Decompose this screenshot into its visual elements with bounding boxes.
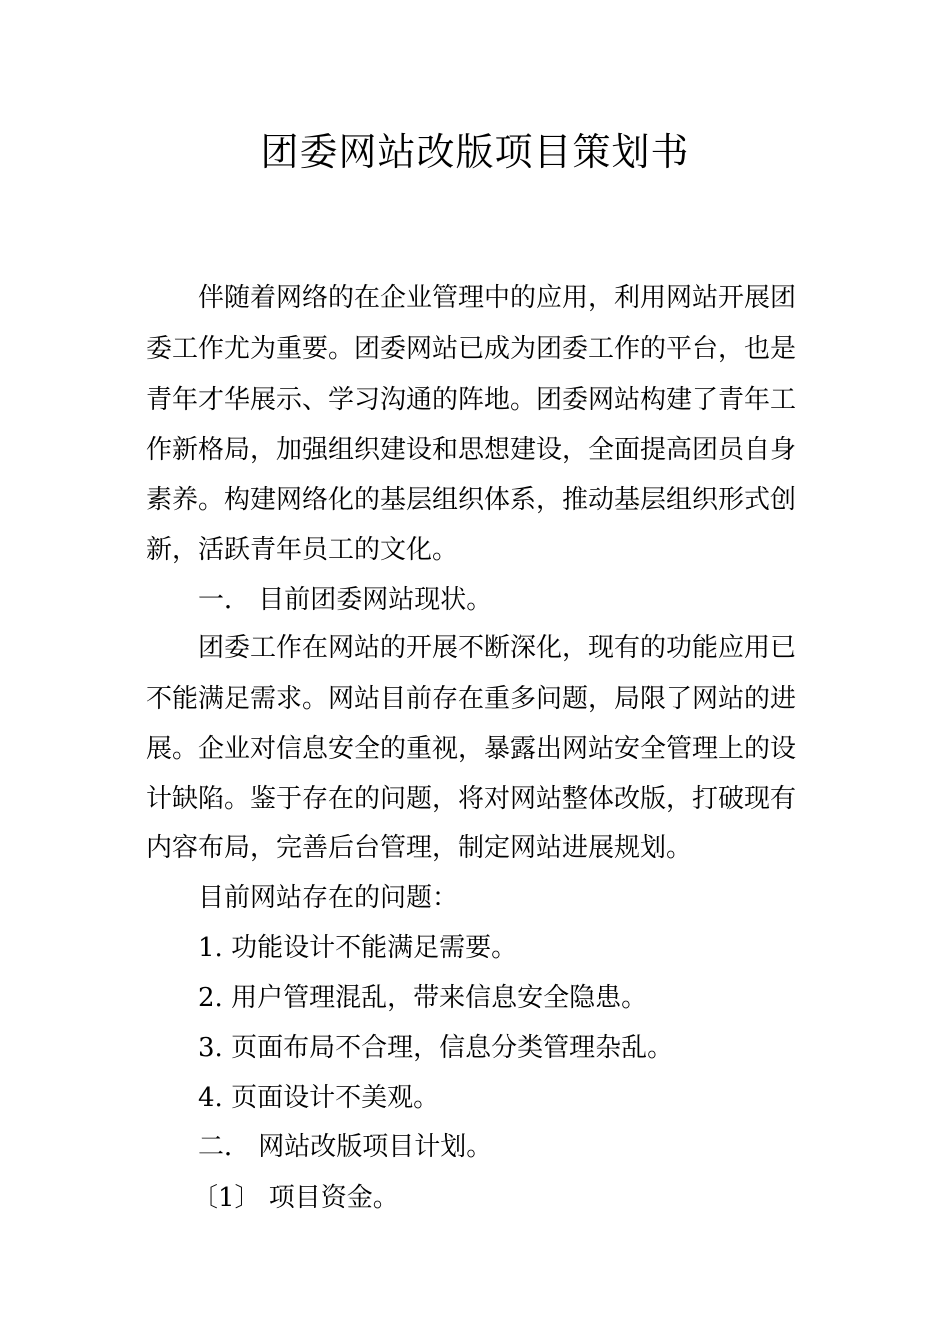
paragraph-line: 新，活跃青年员工的文化。 [146, 535, 459, 565]
paragraph-line: 伴随着网络的在企业管理中的应用，利用网站开展团 [198, 283, 797, 313]
paragraph-line: 素养。构建网络化的基层组织体系，推动基层组织形式创 [146, 485, 797, 515]
list-item: 4. 页面设计不美观。 [198, 1083, 440, 1113]
document-title: 团委网站改版项目策划书 [260, 130, 690, 174]
paragraph-line: 团委工作在网站的开展不断深化，现有的功能应用已 [198, 633, 797, 663]
list-item: 2. 用户管理混乱，带来信息安全隐患。 [198, 983, 648, 1013]
paragraph-line: 计缺陷。鉴于存在的问题，将对网站整体改版，打破现有 [146, 784, 797, 814]
paragraph-line: 内容布局，完善后台管理，制定网站进展规划。 [146, 833, 693, 863]
list-item: 3. 页面布局不合理，信息分类管理杂乱。 [198, 1033, 674, 1063]
paragraph-line: 展。企业对信息安全的重视，暴露出网站安全管理上的设 [146, 734, 797, 764]
paragraph-line: 青年才华展示、学习沟通的阵地。团委网站构建了青年工 [146, 385, 797, 415]
list-heading: 目前网站存在的问题： [198, 883, 459, 913]
list-item: 1. 功能设计不能满足需要。 [198, 933, 518, 963]
paragraph-line: 不能满足需求。网站目前存在重多问题，局限了网站的进 [146, 684, 797, 714]
paragraph-line: 委工作尤为重要。团委网站已成为团委工作的平台，也是 [146, 334, 797, 364]
subsection-heading: 〔1〕 项目资金。 [192, 1183, 399, 1213]
section-heading: 一． 目前团委网站现状。 [198, 585, 493, 615]
section-heading: 二． 网站改版项目计划。 [198, 1132, 493, 1162]
paragraph-line: 作新格局，加强组织建设和思想建设，全面提高团员自身 [146, 435, 797, 465]
